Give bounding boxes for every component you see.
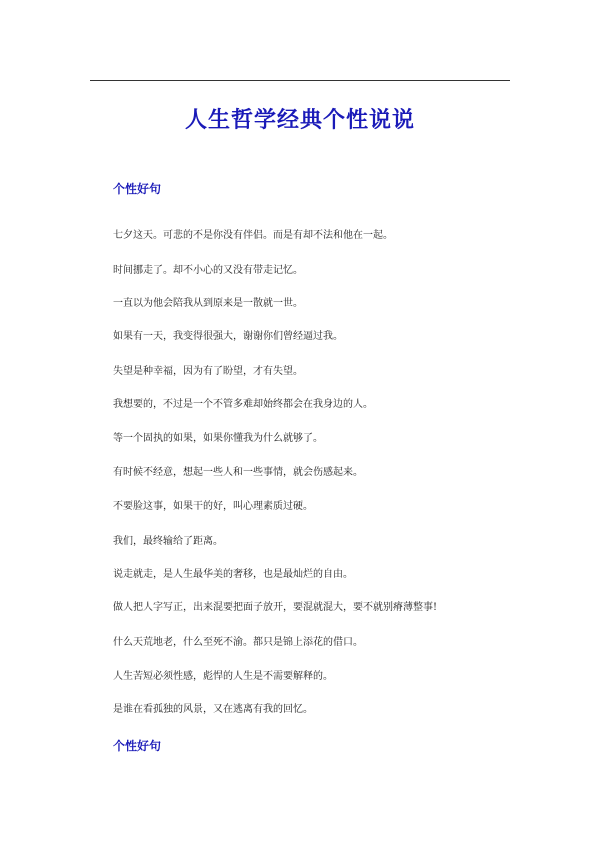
paragraph: 一直以为他会陪我从到原来是一散就一世。 (113, 298, 303, 309)
paragraph: 等一个固执的如果，如果你懂我为什么就够了。 (113, 433, 323, 444)
paragraph: 有时候不经意，想起一些人和一些事情，就会伤感起来。 (113, 467, 363, 478)
paragraph: 我想要的，不过是一个不管多难却始终都会在我身边的人。 (113, 399, 373, 410)
section-heading: 个性好句 (113, 182, 162, 196)
paragraph: 时间挪走了。却不小心的又没有带走记忆。 (113, 265, 303, 276)
header-rule (90, 80, 510, 81)
paragraph: 七夕这天。可悲的不是你没有伴侣。而是有却不法和他在一起。 (113, 230, 393, 241)
paragraph: 做人把人字写正，出来混要把面子放开，要混就混大，要不就别瘠薄整事! (113, 602, 438, 613)
paragraph: 什么天荒地老，什么至死不渝。都只是锦上添花的借口。 (113, 637, 363, 648)
paragraph: 说走就走，是人生最华美的奢移，也是最灿烂的自由。 (113, 569, 353, 580)
paragraph: 失望是种幸福，因为有了盼望，才有失望。 (113, 366, 303, 377)
paragraph: 是谁在看孤独的风景，又在逃离有我的回忆。 (113, 704, 313, 715)
paragraph: 我们，最终输给了距离。 (113, 536, 223, 547)
section-heading: 个性好句 (113, 739, 162, 753)
paragraph: 人生苦短必须性感，彪悍的人生是不需要解释的。 (113, 671, 333, 682)
document-title: 人生哲学经典个性说说 (184, 107, 415, 133)
paragraph: 如果有一天，我变得很强大，谢谢你们曾经逼过我。 (113, 331, 343, 342)
paragraph: 不要脸这事，如果干的好，叫心理素质过硬。 (113, 501, 313, 512)
